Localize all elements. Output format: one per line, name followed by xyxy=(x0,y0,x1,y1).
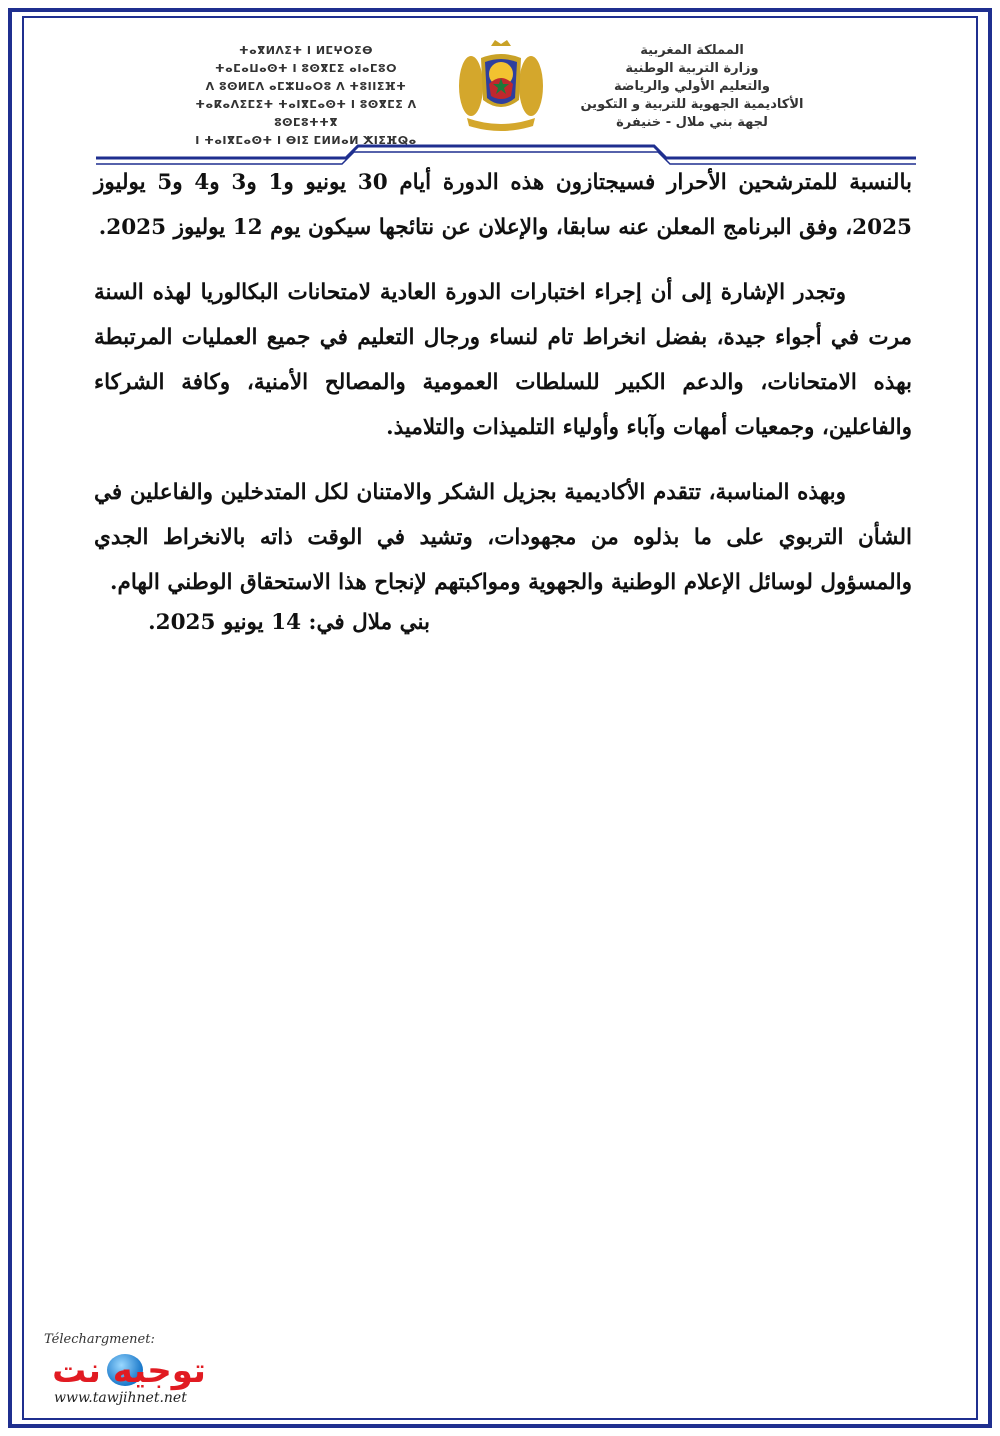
paragraph-exam-conditions: وتجدر الإشارة إلى أن إجراء اختبارات الدورة العادية لامتحانات البكالوريا لهذه السنة مرت في أجواء جيدة، بفضل انخراط تام لنساء ورجال التعليم في جميع العمليات المرتبطة بهذه الامتحانات، والدعم الكبير للسلطات العمومية والمصالح الأمنية، وكافة الشركاء والفاعلين، وجمعيات أمهات وآباء وأولياء التلميذات والتلاميذ. xyxy=(94,280,912,440)
watermark-logo: توجيه نت xyxy=(52,1351,206,1391)
letterhead-line: ⵜⴰⴳⵍⴷⵉⵜ ⵏ ⵍⵎⵖⵔⵉⴱ xyxy=(238,44,373,57)
watermark-label: Télechargmenet: xyxy=(44,1332,155,1347)
paragraph-acknowledgement: وبهذه المناسبة، تتقدم الأكاديمية بجزيل الشكر والامتنان لكل المتدخلين والفاعلين في الشأن التربوي على ما بذلوه من مجهودات، وتشيد في الوقت ذاته بالانخراط الجدي والمسؤول لوسائل الإعلام الوطنية والجهوية ومواكبتهم لإنجاح هذا الاستحقاق الوطني الهام. xyxy=(94,480,912,595)
letterhead-line: لجهة بني ملال - خنيفرة xyxy=(616,115,768,130)
communique-body xyxy=(94,160,912,625)
watermark-url[interactable]: www.tawjihnet.net xyxy=(54,1390,187,1406)
letterhead-line: ⵏ ⵜⴰⵏⴳⵎⴰⵙⵜ ⵏ ⴱⵏⵉ ⵎⵍⵍⴰⵍ ⵅⵏⵉⴼⵕⴰ xyxy=(195,134,417,147)
paragraph-free-candidates: بالنسبة للمترشحين الأحرار فسيجتازون هذه الدورة أيام 30 يونيو و1 و3 و4 و5 يوليوز 2025، وفق البرنامج المعلن عنه سابقا، والإعلان عن نتائجها سيكون يوم 12 يوليوز 2025. xyxy=(94,170,913,240)
letterhead-line: الأكاديمية الجهوية للتربية و التكوين xyxy=(580,97,804,112)
letterhead-line: ⵜⴰⴽⴰⴷⵉⵎⵉⵜ ⵜⴰⵏⴳⵎⴰⵙⵜ ⵏ ⵓⵙⴳⵎⵉ ⴷ ⵓⵙⵎⵓⵜⵜⴳ xyxy=(195,98,417,129)
letterhead-line: ⵜⴰⵎⴰⵡⴰⵙⵜ ⵏ ⵓⵙⴳⵎⵉ ⴰⵏⴰⵎⵓⵔ xyxy=(215,62,397,75)
place-and-date: بني ملال في: 14 يونيو 2025. xyxy=(148,610,430,635)
letterhead-line: ⴷ ⵓⵙⵍⵎⴷ ⴰⵎⵣⵡⴰⵔⵓ ⴷ ⵜⵓⵏⵏⵉⴼⵜ xyxy=(205,80,407,93)
arabic-letterhead xyxy=(562,42,822,132)
letterhead-line: وزارة التربية الوطنية xyxy=(625,61,759,76)
letterhead-line: والتعليم الأولي والرياضة xyxy=(614,79,770,94)
letterhead-line: المملكة المغربية xyxy=(640,43,744,58)
coat-of-arms-icon xyxy=(453,38,549,134)
watermark xyxy=(44,1332,264,1412)
